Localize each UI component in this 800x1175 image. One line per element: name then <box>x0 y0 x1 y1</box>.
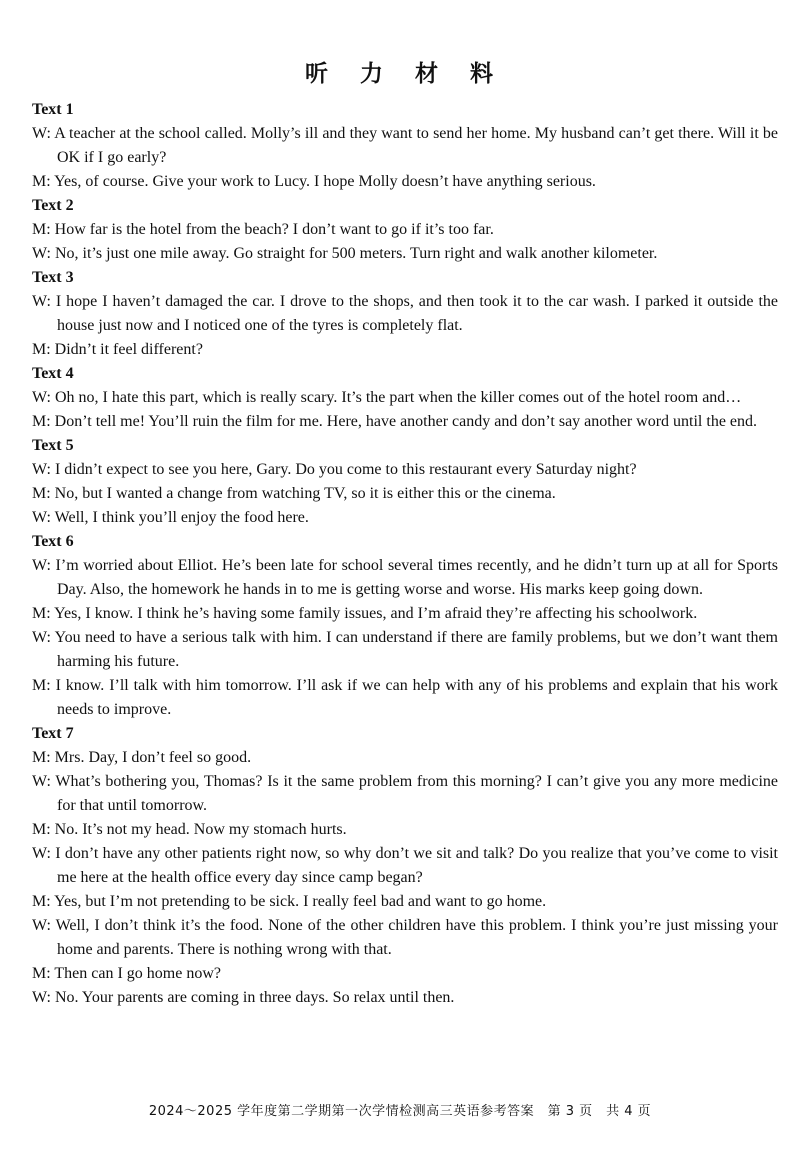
dialogue-line: W: No. Your parents are coming in three days. So relax until then. <box>32 989 455 1006</box>
dialogue-line: W: I hope I haven’t damaged the car. I drove to the shops, and then took it to the car wash. I parked it outside the house just now and I noticed one of the tyres is completely flat. <box>32 293 778 334</box>
text-section-4 <box>32 362 778 434</box>
text-section-1 <box>32 98 778 194</box>
dialogue-line: M: How far is the hotel from the beach? I don’t want to go if it’s too far. <box>32 221 494 238</box>
dialogue-line: W: You need to have a serious talk with him. I can understand if there are family problems, but we don’t want them harming his future. <box>32 629 778 670</box>
dialogue-line: W: Oh no, I hate this part, which is really scary. It’s the part when the killer comes out of the hotel room and… <box>32 389 742 406</box>
section-heading: Text 6 <box>32 533 74 550</box>
page-title: 听 力 材 料 <box>304 61 506 87</box>
dialogue-line: W: No, it’s just one mile away. Go straight for 500 meters. Turn right and walk another kilometer. <box>32 245 658 262</box>
section-heading: Text 4 <box>32 365 74 382</box>
dialogue-line: M: Mrs. Day, I don’t feel so good. <box>32 749 252 766</box>
dialogue-line: W: What’s bothering you, Thomas? Is it the same problem from this morning? I can’t give you any more medicine for that until tomorrow. <box>32 773 778 814</box>
dialogue-line: W: A teacher at the school called. Molly’s ill and they want to send her home. My husband can’t get there. Will it be OK if I go early? <box>32 125 778 166</box>
section-heading: Text 7 <box>32 725 74 742</box>
text-section-2 <box>32 194 778 266</box>
listening-content <box>32 98 778 1010</box>
section-heading: Text 3 <box>32 269 74 286</box>
dialogue-line: W: I didn’t expect to see you here, Gary. Do you come to this restaurant every Saturday night? <box>32 461 637 478</box>
dialogue-line: M: Yes, of course. Give your work to Lucy. I hope Molly doesn’t have anything serious. <box>32 173 596 190</box>
text-section-6 <box>32 530 778 722</box>
dialogue-line: W: Well, I don’t think it’s the food. None of the other children have this problem. I think you’re just missing your home and parents. There is nothing wrong with that. <box>32 917 778 958</box>
dialogue-line: M: Don’t tell me! You’ll ruin the film for me. Here, have another candy and don’t say another word until the end. <box>32 413 758 430</box>
dialogue-line: M: Then can I go home now? <box>32 965 221 982</box>
section-heading: Text 5 <box>32 437 74 454</box>
dialogue-line: M: Yes, but I’m not pretending to be sick. I really feel bad and want to go home. <box>32 893 547 910</box>
dialogue-line: W: Well, I think you’ll enjoy the food here. <box>32 509 309 526</box>
text-section-3 <box>32 266 778 362</box>
dialogue-line: M: No. It’s not my head. Now my stomach hurts. <box>32 821 347 838</box>
text-section-7 <box>32 722 778 1010</box>
dialogue-line: M: I know. I’ll talk with him tomorrow. I’ll ask if we can help with any of his problems and explain that his work needs to improve. <box>32 677 778 718</box>
dialogue-line: M: Didn’t it feel different? <box>32 341 203 358</box>
page-footer: 2024～2025 学年度第二学期第一次学情检测高三英语参考答案 第 3 页 共 4 页 <box>148 1104 652 1119</box>
section-heading: Text 1 <box>32 101 74 118</box>
dialogue-line: W: I’m worried about Elliot. He’s been late for school several times recently, and he didn’t turn up at all for Sports Day. Also, the homework he hands in to me is getting worse and worse. His marks keep going down. <box>32 557 778 598</box>
dialogue-line: W: I don’t have any other patients right now, so why don’t we sit and talk? Do you realize that you’ve come to visit me here at the health office every day since camp began? <box>32 845 778 886</box>
dialogue-line: M: Yes, I know. I think he’s having some family issues, and I’m afraid they’re affecting his schoolwork. <box>32 605 698 622</box>
text-section-5 <box>32 434 778 530</box>
section-heading: Text 2 <box>32 197 74 214</box>
dialogue-line: M: No, but I wanted a change from watching TV, so it is either this or the cinema. <box>32 485 556 502</box>
